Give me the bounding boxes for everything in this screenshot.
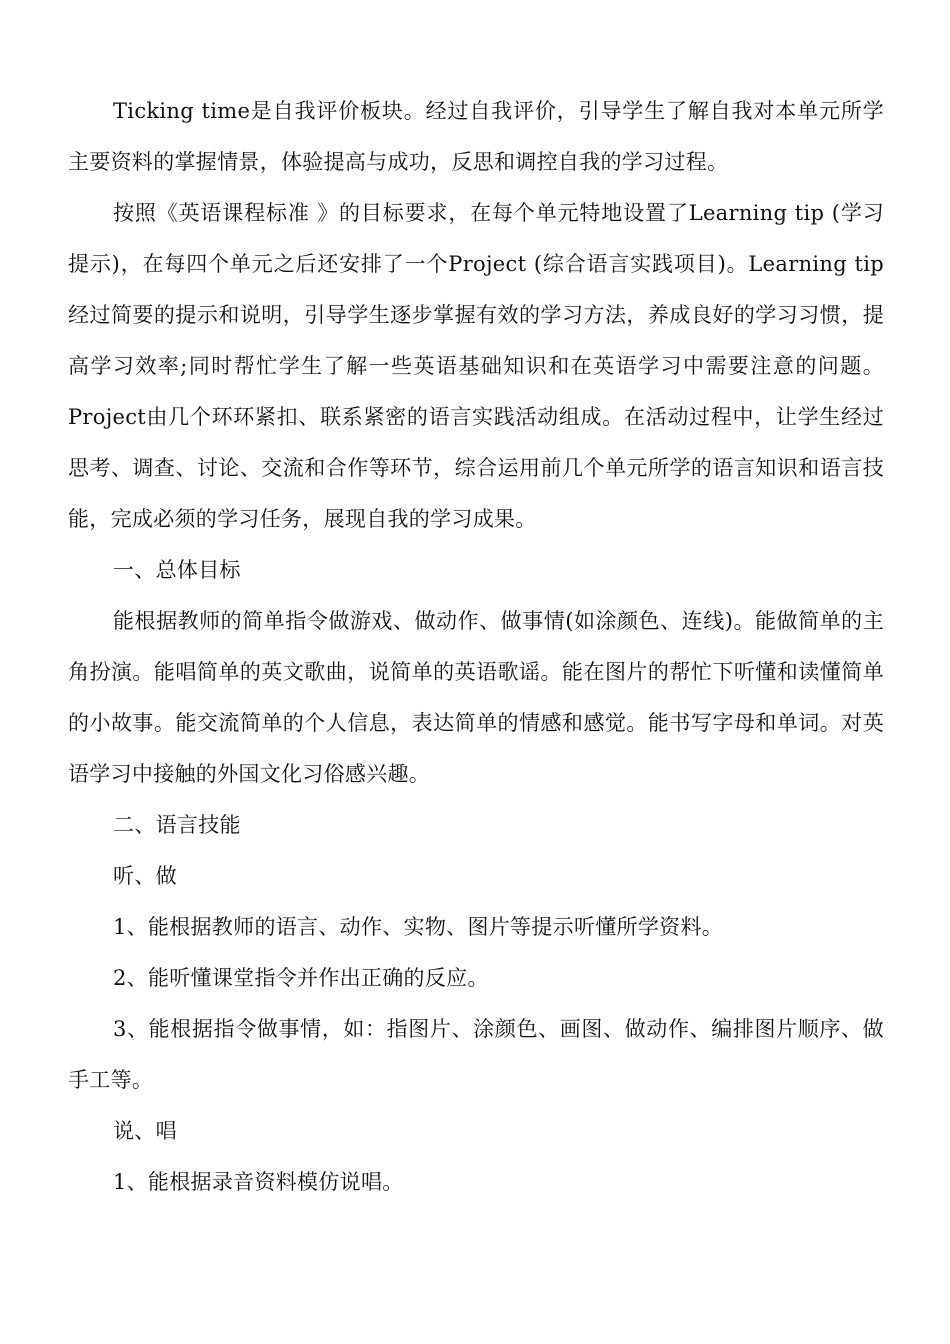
paragraph-ticking-time: Ticking time是自我评价板块。经过自我评价，引导学生了解自我对本单元所学主要资料的掌握情景，体验提高与成功，反思和调控自我的学习过程。 (68, 99, 884, 174)
list-item-listen-1: 1、能根据教师的语言、动作、实物、图片等提示听懂所学资料。 (113, 915, 724, 939)
list-item-listen-2: 2、能听懂课堂指令并作出正确的反应。 (113, 966, 489, 990)
subheading-speak-sing: 说、唱 (113, 1119, 177, 1143)
subheading-listen-do: 听、做 (113, 864, 177, 888)
paragraph-learning-tip-project: 按照《英语课程标准 》的目标要求，在每个单元特地设置了Learning tip (学习提示)，在每四个单元之后还安排了一个Project (综合语言实践项目)。Learning tip经过简要的提示和说明，引导学生逐步掌握有效的学习方法，养成良好的学习习惯，提高学习效率;同时帮忙学生了解一些英语基础知识和在英语学习中需要注意的问题。Project由几个环环紧扣、联系紧密的语言实践活动组成。在活动过程中，让学生经过思考、调查、讨论、交流和合作等环节，综合运用前几个单元所学的语言知识和语言技能，完成必须的学习任务，展现自我的学习成果。 (68, 201, 884, 531)
heading-overall-goal: 一、总体目标 (113, 558, 241, 582)
heading-language-skills: 二、语言技能 (113, 813, 241, 837)
paragraph-overall-goal: 能根据教师的简单指令做游戏、做动作、做事情(如涂颜色、连线)。能做简单的主角扮演。能唱简单的英文歌曲，说简单的英语歌谣。能在图片的帮忙下听懂和读懂简单的小故事。能交流简单的个人信息，表达简单的情感和感觉。能书写字母和单词。对英语学习中接触的外国文化习俗感兴趣。 (68, 609, 884, 786)
list-item-listen-3: 3、能根据指令做事情，如：指图片、涂颜色、画图、做动作、编排图片顺序、做手工等。 (68, 1017, 884, 1092)
list-item-speak-1: 1、能根据录音资料模仿说唱。 (113, 1170, 404, 1194)
